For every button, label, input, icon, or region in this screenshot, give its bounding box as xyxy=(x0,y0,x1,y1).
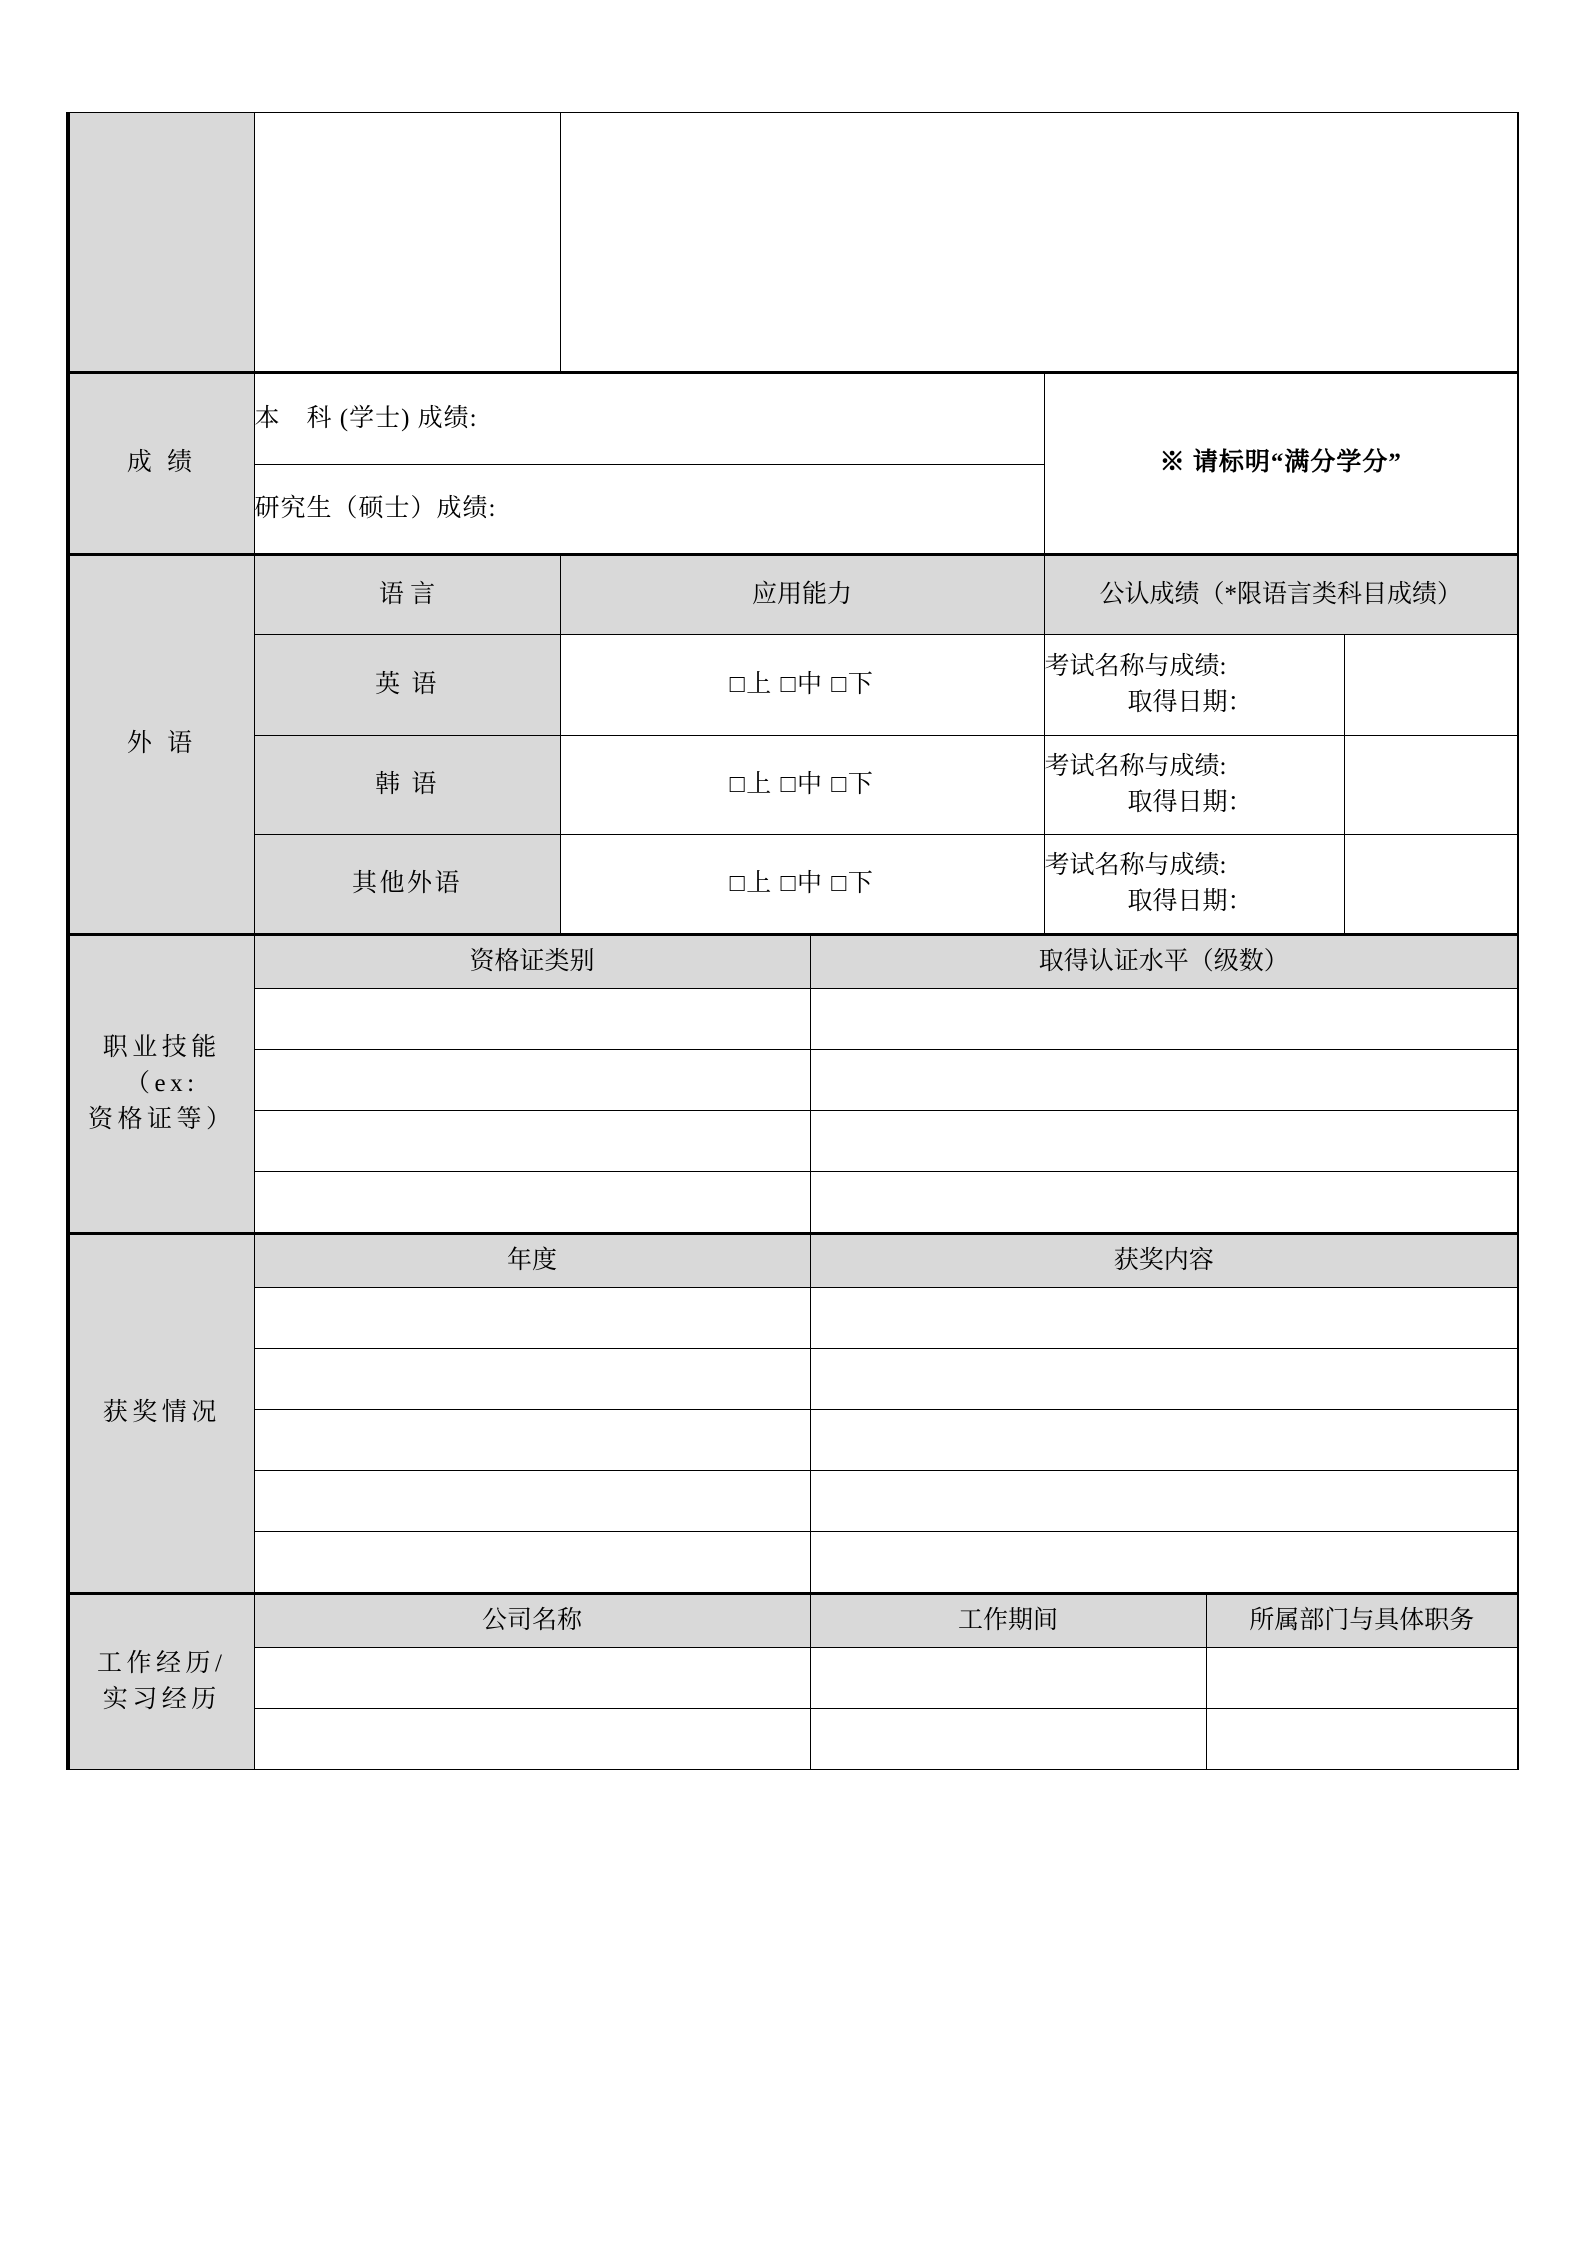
language-name-korean: 韩 语 xyxy=(254,736,560,835)
skills-row xyxy=(68,1111,1518,1172)
exam-name-label-korean: 考试名称与成绩: xyxy=(1044,752,1227,780)
skill-level-cell[interactable] xyxy=(810,1172,1518,1234)
award-year-cell[interactable] xyxy=(254,1288,810,1349)
awards-header-row xyxy=(68,1234,1518,1288)
header-award-year: 年度 xyxy=(254,1234,810,1288)
exam-info-english[interactable] xyxy=(1044,635,1344,736)
department-position-cell[interactable] xyxy=(1206,1648,1518,1709)
foreign-language-section-label: 外 语 xyxy=(68,555,254,935)
work-label-line-1: 工作经历/ xyxy=(97,1649,227,1677)
resume-form-container xyxy=(66,112,1516,1770)
top-blank-row xyxy=(68,113,1518,373)
award-year-cell[interactable] xyxy=(254,1532,810,1594)
language-row-english xyxy=(68,635,1518,736)
work-period-cell[interactable] xyxy=(810,1709,1206,1770)
skills-row xyxy=(68,1050,1518,1111)
skill-category-cell[interactable] xyxy=(254,1050,810,1111)
work-label-line-2: 实习经历 xyxy=(102,1686,221,1713)
header-ability: 应用能力 xyxy=(560,555,1044,635)
award-row xyxy=(68,1471,1518,1532)
award-content-cell[interactable] xyxy=(810,1471,1518,1532)
foreign-language-header-row xyxy=(68,555,1518,635)
skill-level-cell[interactable] xyxy=(810,1050,1518,1111)
language-name-english: 英 语 xyxy=(254,635,560,736)
ability-checkboxes-other[interactable]: □上 □中 □下 xyxy=(560,835,1044,935)
award-row xyxy=(68,1288,1518,1349)
exam-name-label-english: 考试名称与成绩: xyxy=(1044,652,1227,680)
work-experience-header-row xyxy=(68,1594,1518,1648)
skills-section-label xyxy=(68,935,254,1234)
company-name-cell[interactable] xyxy=(254,1709,810,1770)
work-period-cell[interactable] xyxy=(810,1648,1206,1709)
header-certificate-category: 资格证类别 xyxy=(254,935,810,989)
ability-checkboxes-korean[interactable]: □上 □中 □下 xyxy=(560,736,1044,835)
award-content-cell[interactable] xyxy=(810,1349,1518,1410)
skill-level-cell[interactable] xyxy=(810,989,1518,1050)
language-row-other xyxy=(68,835,1518,935)
skill-category-cell[interactable] xyxy=(254,989,810,1050)
grades-section-label: 成 绩 xyxy=(68,373,254,555)
graduate-grade-field[interactable]: 研究生（硕士）成绩: xyxy=(254,465,1044,555)
exam-date-label-english: 取得日期： xyxy=(1127,689,1253,716)
exam-date-label-other: 取得日期： xyxy=(1127,888,1253,915)
resume-form-table xyxy=(66,112,1519,1770)
skills-row xyxy=(68,1172,1518,1234)
ability-checkboxes-english[interactable]: □上 □中 □下 xyxy=(560,635,1044,736)
award-content-cell[interactable] xyxy=(810,1532,1518,1594)
score-field-other[interactable] xyxy=(1344,835,1518,935)
header-department-position: 所属部门与具体职务 xyxy=(1206,1594,1518,1648)
award-row xyxy=(68,1349,1518,1410)
score-field-english[interactable] xyxy=(1344,635,1518,736)
header-language: 语 言 xyxy=(254,555,560,635)
exam-info-korean[interactable] xyxy=(1044,736,1344,835)
company-name-cell[interactable] xyxy=(254,1648,810,1709)
top-blank-label xyxy=(68,113,254,373)
award-row xyxy=(68,1532,1518,1594)
header-work-period: 工作期间 xyxy=(810,1594,1206,1648)
exam-date-label-korean: 取得日期： xyxy=(1127,789,1253,816)
award-year-cell[interactable] xyxy=(254,1471,810,1532)
work-experience-section-label xyxy=(68,1594,254,1770)
exam-info-other[interactable] xyxy=(1044,835,1344,935)
skills-row xyxy=(68,989,1518,1050)
award-year-cell[interactable] xyxy=(254,1410,810,1471)
department-position-cell[interactable] xyxy=(1206,1709,1518,1770)
skills-label-line-2: （ex: xyxy=(124,1069,199,1097)
header-award-content: 获奖内容 xyxy=(810,1234,1518,1288)
exam-name-label-other: 考试名称与成绩: xyxy=(1044,851,1227,879)
award-year-cell[interactable] xyxy=(254,1349,810,1410)
award-content-cell[interactable] xyxy=(810,1288,1518,1349)
work-experience-row xyxy=(68,1709,1518,1770)
skill-category-cell[interactable] xyxy=(254,1111,810,1172)
grades-undergraduate-row xyxy=(68,373,1518,465)
award-row xyxy=(68,1410,1518,1471)
header-official-score: 公认成绩（*限语言类科目成绩） xyxy=(1044,555,1518,635)
awards-section-label: 获奖情况 xyxy=(68,1234,254,1594)
skills-header-row xyxy=(68,935,1518,989)
skill-category-cell[interactable] xyxy=(254,1172,810,1234)
skills-label-line-1: 职业技能 xyxy=(102,1033,221,1061)
skills-label-line-3: 资格证等） xyxy=(87,1106,236,1134)
grades-note: ※ 请标明“满分学分” xyxy=(1044,373,1518,555)
top-blank-col-a[interactable] xyxy=(254,113,560,373)
header-certificate-level: 取得认证水平（级数） xyxy=(810,935,1518,989)
undergraduate-grade-field[interactable]: 本 科 (学士) 成绩: xyxy=(254,373,1044,465)
header-company-name: 公司名称 xyxy=(254,1594,810,1648)
skill-level-cell[interactable] xyxy=(810,1111,1518,1172)
score-field-korean[interactable] xyxy=(1344,736,1518,835)
work-experience-row xyxy=(68,1648,1518,1709)
language-name-other: 其他外语 xyxy=(254,835,560,935)
language-row-korean xyxy=(68,736,1518,835)
top-blank-col-b[interactable] xyxy=(560,113,1518,373)
award-content-cell[interactable] xyxy=(810,1410,1518,1471)
